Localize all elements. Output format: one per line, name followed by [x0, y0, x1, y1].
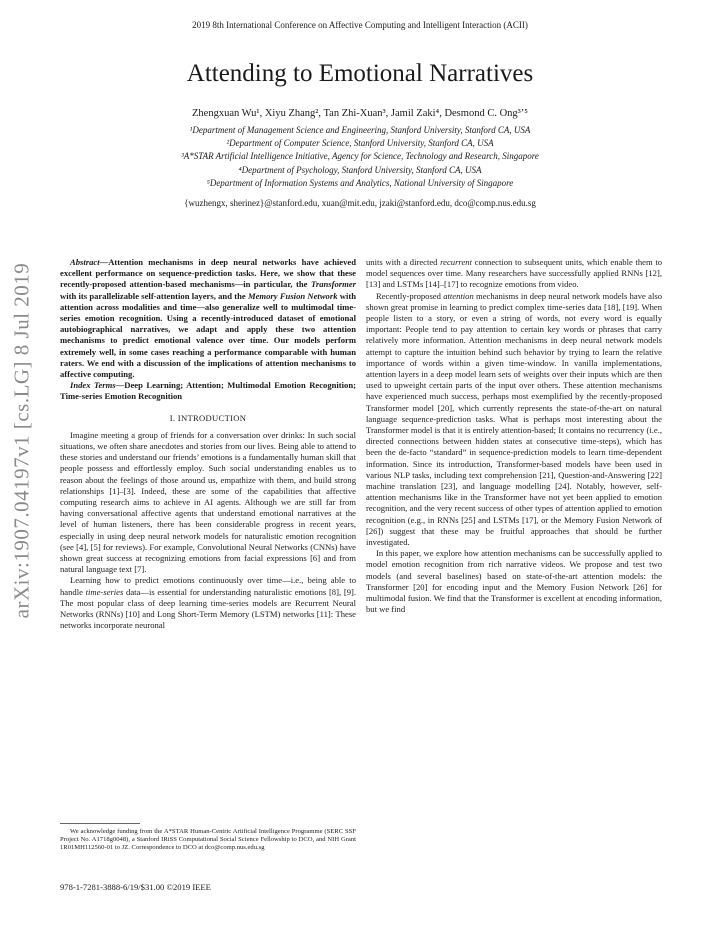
intro-paragraph-2: Learning how to predict emotions continuously over time—i.e., being able to handle time-series data—is essential for understanding naturalistic emotions [8], [9]. The most popular class of deep learning time-series models are Recurrent Neural Networks (RNNs) [10] and Long Short-Term Memory (LSTM) networks [11]: These networks incorporate neuronal: [60, 575, 356, 631]
affiliation-4: ⁴Department of Psychology, Stanford University, Stanford CA, USA: [238, 164, 482, 175]
author-list: Zhengxuan Wu¹, Xiyu Zhang², Tan Zhi-Xuan³, Jamil Zaki⁴, Desmond C. Ong³ʼ⁵: [192, 108, 528, 119]
section-heading-introduction: I. INTRODUCTION: [169, 412, 247, 423]
abstract-emphasis-transformer: Transformer: [310, 279, 356, 290]
index-terms-label: Index Terms: [70, 380, 116, 391]
acknowledgement-footnote: We acknowledge funding from the A*STAR Human-Centric Artificial Intelligence Programme (SERC SSF Project No. A1718g0048), a Stanford IRiSS Computational Social Science Fellowship to DCO, and NIH Grant 1R01MH112560-01 to JZ. Correspondence to DCO at dco@comp.nus.edu.sg: [60, 828, 356, 851]
copyright-notice: 978-1-7281-3888-6/19/$31.00 ©2019 IEEE: [60, 882, 211, 892]
affiliation-3: ³A*STAR Artificial Intelligence Initiative, Agency for Science, Technology and Research, Singapore: [181, 151, 539, 162]
abstract-label: Abstract: [70, 257, 100, 267]
left-column: [60, 257, 356, 632]
right-column: [366, 257, 662, 616]
intro-paragraph-4: In this paper, we explore how attention mechanisms can be successfully applied to model emotion recognition from rich narrative videos. We propose and test two models (and several baselines) based on state-of-the-art attention models: the Transformer [20] for encoding input and the Memory Fusion Network [26] for multimodal fusion. We find that the Transformer is excellent at encoding information, but we find: [366, 548, 662, 615]
affiliation-1: ¹Department of Management Science and Engineering, Stanford University, Stanford CA, USA: [189, 125, 531, 135]
intro-paragraph-2-continued: units with a directed recurrent connection to subsequent units, which enable them to model sequences over time. Many researchers have successfully applied RNNs [12], [13] and LSTMs [14]–[17] to recognize emotions from video.: [366, 257, 663, 290]
conference-header: 2019 8th International Conference on Affective Computing and Intelligent Interaction (ACII): [192, 20, 528, 30]
arxiv-stamp: [2, 260, 42, 620]
intro-paragraph-3: Recently-proposed attention mechanisms in deep neural network models have also shown great promise in learning to predict complex time-series data [18], [19]. When people listen to a story, or even a string of words, not every word is equally important: People tend to pay attention to certain key words or phrases that carry relatively more information. Attention mechanisms in deep neural network models attempt to capture the intuition behind such behavior by trying to learn the relative importance of words within a given time-window. In vanilla implementations, attention layers in a deep model learn sets of weights over their inputs which are then used to upweight certain parts of the input over others. These attention mechanisms have experienced much success, perhaps most exemplified by the recently-proposed Transformer model [20], which currently represents the state-of-the-art on natural language sequence-prediction tasks. What is perhaps most interesting about the Transformer model is that it is entirely attention-based; It contains no recurrency (i.e., directed connections between hidden states at consecutive time-steps), which has been the de-facto “standard” in sequence-prediction models to learn time-dependent information. Since its introduction, Transformer-based models have been used in various NLP tasks, including text comprehension [21], Question-and-Answering [22] machine translation [23], and language modelling [24]. Notably, however, self-attention mechanisms like in the Transformer have not yet been applied to emotion recognition, and the very recent success of other types of attention applied to emotion recognition (e.g., in RNNs [25] and LSTMs [17], or the Memory Fusion Network of [26]) suggest that these may be fruitful approaches that should be further investigated.: [366, 290, 662, 548]
affiliations: [0, 124, 720, 190]
intro-paragraph-1: Imagine meeting a group of friends for a conversation over drinks: In such social situations, we often share anecdotes and stories from our lives. Being able to attend to these stories and understand our friends’ emotions is a fundamentally human skill that people possess and effortlessly employ. Such social understanding enables us to reason about the feelings of those around us, empathize with them, and build strong relationships [1]–[3]. Indeed, these are some of the capabilities that affective computing research aims to achieve in AI agents. Although we are still far from having conversational affective agents that understand emotional narratives at the level of human listeners, there has been considerable progress in recent years, especially in using deep neural network models for naturalistic emotion recognition (see [4], [5] for reviews). For example, Convolutional Neural Networks (CNNs) have shown great success at recognizing emotions from facial expressions [6] and from natural language text [7].: [60, 429, 356, 575]
affiliation-5: ⁵Department of Information Systems and Analytics, National University of Singapore: [206, 177, 514, 188]
paper-title: Attending to Emotional Narratives: [186, 60, 534, 87]
arxiv-identifier: arXiv:1907.04197v1 [cs.LG] 8 Jul 2019: [9, 262, 34, 618]
abstract: Abstract—Attention mechanisms in deep neural networks have achieved excellent performance on sequence-prediction tasks. Here, we show that these recently-proposed attention-based mechanisms—in particular, the Transformer with its parallelizable self-attention layers, and the Memory Fusion Network with attention across modalities and time—also generalize well to multimodal time-series emotion recognition. Using a recently-introduced dataset of emotional autobiographical narratives, we adapt and apply these two attention mechanisms to predict emotional valence over time. Our models perform extremely well, in some cases reaching a performance comparable with human raters. We end with a discussion of the implications of attention mechanisms to affective computing.: [60, 257, 357, 380]
abstract-emphasis-mfn: Memory Fusion Network: [247, 290, 338, 301]
affiliation-2: ²Department of Computer Science, Stanford University, Stanford CA, USA: [226, 138, 494, 149]
index-terms: Index Terms—Deep Learning; Attention; Multimodal Emotion Recognition; Time-series Emotion Recognition: [60, 380, 356, 402]
author-emails: {wuzhengx, sherinez}@stanford.edu, xuan@mit.edu, jzaki@stanford.edu, dco@comp.nus.edu.sg: [184, 198, 536, 208]
footnote-divider: [60, 823, 140, 824]
